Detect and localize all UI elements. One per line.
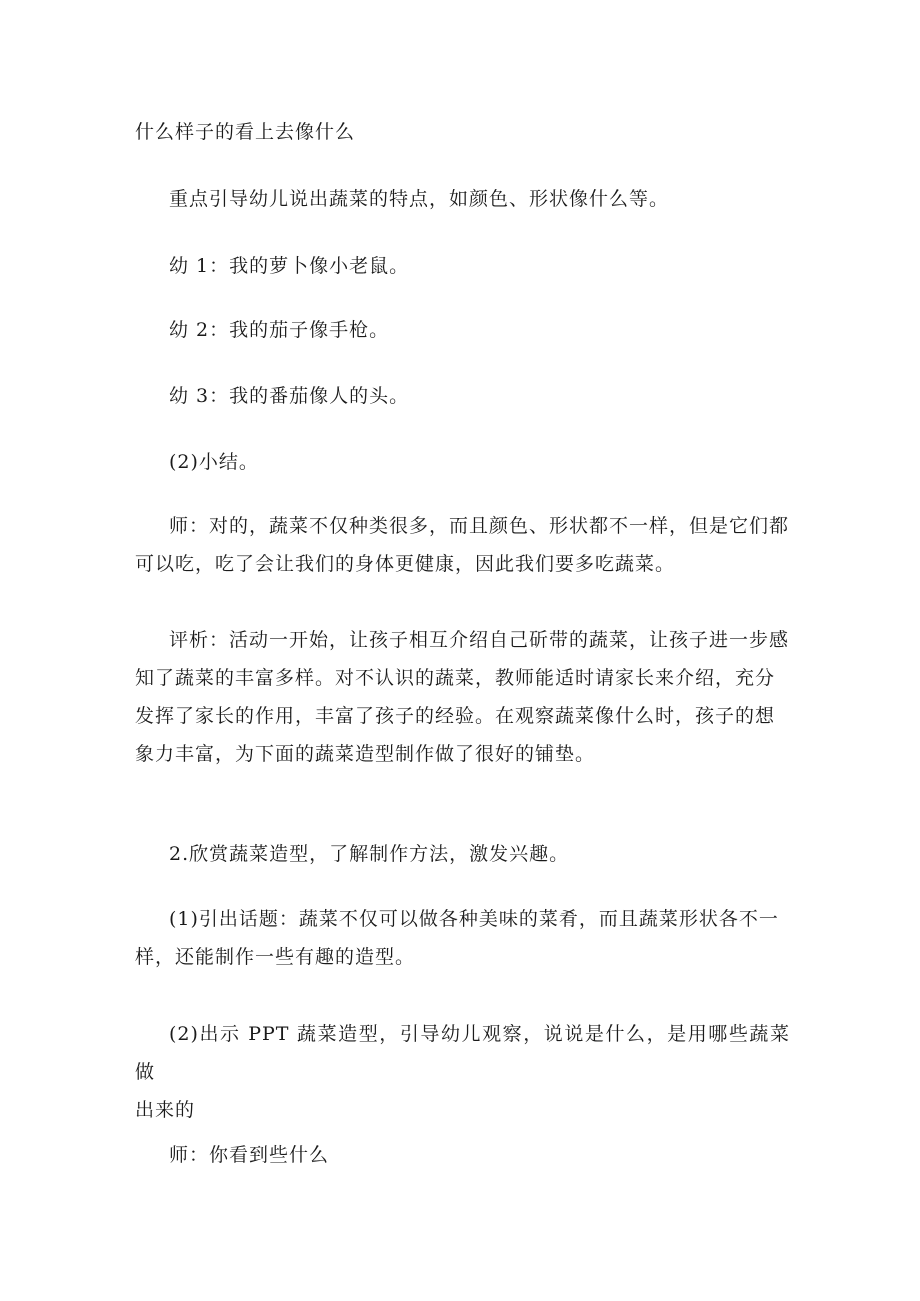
paragraph-4	[135, 311, 790, 349]
paragraph-12	[135, 1136, 790, 1174]
paragraph-11	[135, 1015, 790, 1129]
text-line: (2)小结。	[169, 451, 259, 473]
text-line: 知了蔬菜的丰富多样。对不认识的蔬菜，教师能适时请家长来介绍，充分	[135, 667, 776, 689]
text-line: 师：对的，蔬菜不仅种类很多，而且颜色、形状都不一样，但是它们都	[169, 515, 790, 537]
text-line: 象力丰富，为下面的蔬菜造型制作做了很好的铺垫。	[135, 743, 596, 765]
text-line: (1)引出话题：蔬菜不仅可以做各种美味的菜肴，而且蔬菜形状各不一	[169, 908, 779, 930]
text-line: 发挥了家长的作用，丰富了孩子的经验。在观察蔬菜像什么时，孩子的想	[135, 705, 776, 727]
text-line: 可以吃，吃了会让我们的身体更健康，因此我们要多吃蔬菜。	[135, 553, 676, 575]
paragraph-1	[135, 113, 790, 151]
paragraph-9	[135, 835, 790, 873]
paragraph-10	[135, 900, 790, 976]
text-line: 幼 1：我的萝卜像小老鼠。	[169, 255, 410, 277]
text-line: 师：你看到些什么	[169, 1144, 330, 1166]
text-line: 幼 3：我的番茄像人的头。	[169, 385, 410, 407]
paragraph-2	[135, 180, 790, 218]
text-line: 幼 2：我的茄子像手枪。	[169, 319, 390, 341]
text-line: 出来的	[135, 1099, 196, 1121]
paragraph-6	[135, 443, 790, 481]
paragraph-7	[135, 507, 790, 583]
text-line: 样，还能制作一些有趣的造型。	[135, 946, 416, 968]
text-line: 重点引导幼儿说出蔬菜的特点，如颜色、形状像什么等。	[169, 188, 670, 210]
paragraph-8	[135, 621, 790, 773]
text-line: 什么样子的看上去像什么	[135, 121, 356, 143]
text-line: 评析：活动一开始，让孩子相互介绍自己斫带的蔬菜，让孩子进一步感	[169, 629, 790, 651]
text-line: 2.欣赏蔬菜造型，了解制作方法，激发兴趣。	[169, 843, 570, 865]
text-line: (2)出示 PPT 蔬菜造型，引导幼儿观察，说说是什么，是用哪些蔬菜做	[135, 1023, 790, 1083]
paragraph-3	[135, 247, 790, 285]
paragraph-5	[135, 377, 790, 415]
